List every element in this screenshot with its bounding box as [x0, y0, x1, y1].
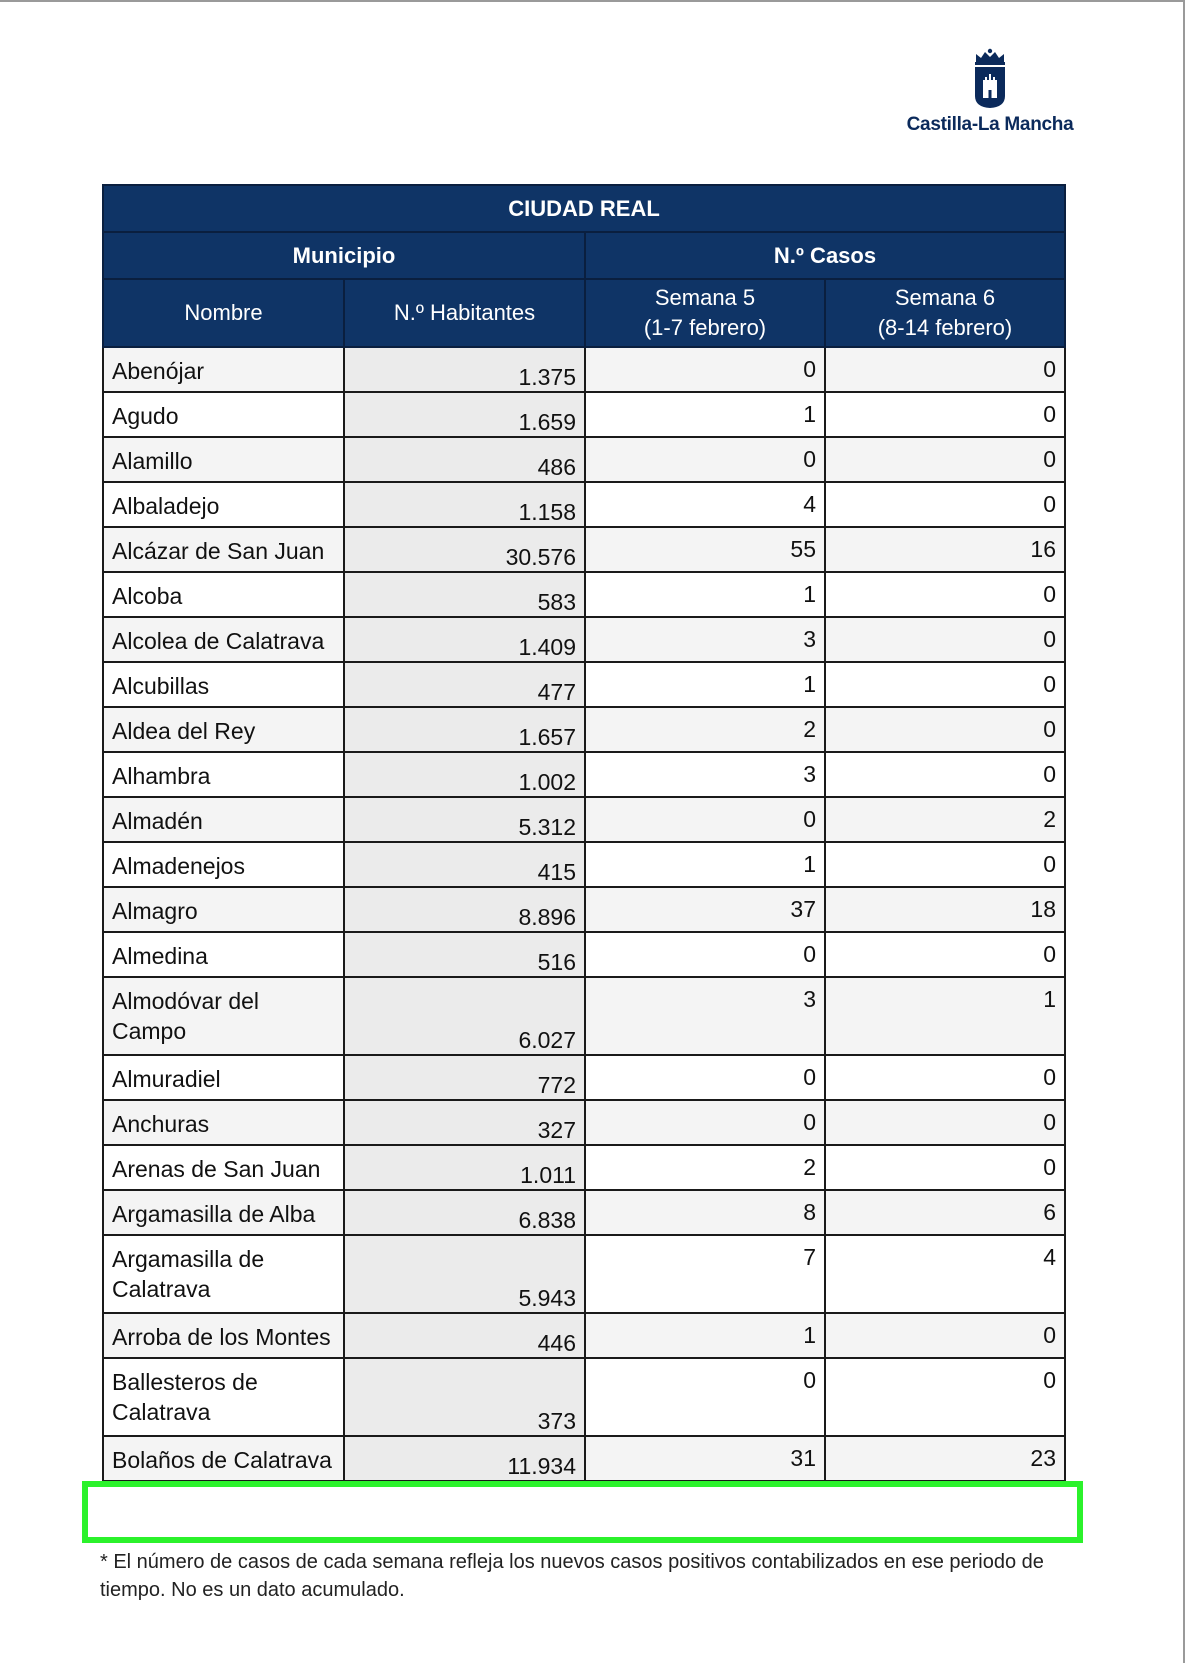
header-semana5-line2: (1-7 febrero)	[643, 315, 767, 340]
cell-semana5: 2	[585, 1145, 825, 1190]
cell-semana5: 0	[585, 1358, 825, 1436]
cell-semana5: 3	[585, 977, 825, 1055]
table-row	[103, 707, 1065, 752]
cell-habitantes: 1.002	[344, 752, 585, 797]
cell-habitantes: 486	[344, 437, 585, 482]
cell-nombre: Alcubillas	[103, 662, 344, 707]
cell-habitantes: 5.943	[344, 1235, 585, 1313]
cell-semana5: 3	[585, 752, 825, 797]
cell-habitantes: 1.011	[344, 1145, 585, 1190]
cell-semana5: 1	[585, 1313, 825, 1358]
table-row	[103, 1145, 1065, 1190]
header-casos: N.º Casos	[585, 232, 1065, 279]
table-row	[103, 797, 1065, 842]
cell-nombre: Bolaños de Calatrava	[103, 1436, 344, 1481]
table-row	[103, 1235, 1065, 1313]
cell-nombre: Almagro	[103, 887, 344, 932]
cell-semana6: 0	[825, 1055, 1065, 1100]
cell-semana6: 16	[825, 527, 1065, 572]
cell-semana5: 3	[585, 617, 825, 662]
header-nombre: Nombre	[103, 279, 344, 347]
cell-nombre: Arenas de San Juan	[103, 1145, 344, 1190]
cell-nombre: Abenójar	[103, 347, 344, 392]
cell-nombre: Almedina	[103, 932, 344, 977]
header-semana5-line1: Semana 5	[654, 285, 756, 310]
cell-semana5: 0	[585, 1055, 825, 1100]
cell-habitantes: 1.409	[344, 617, 585, 662]
cases-table	[102, 184, 1066, 1482]
header-habitantes: N.º Habitantes	[344, 279, 585, 347]
cell-nombre: Almadenejos	[103, 842, 344, 887]
header-semana5	[585, 279, 825, 347]
coat-of-arms-icon	[970, 48, 1010, 110]
cell-semana6: 0	[825, 437, 1065, 482]
cell-habitantes: 11.934	[344, 1436, 585, 1481]
cell-semana6: 0	[825, 392, 1065, 437]
cell-habitantes: 446	[344, 1313, 585, 1358]
cell-semana6: 0	[825, 617, 1065, 662]
cell-nombre: Almodóvar del Campo	[103, 977, 344, 1055]
cell-semana6: 0	[825, 572, 1065, 617]
cell-semana6: 0	[825, 662, 1065, 707]
cell-habitantes: 6.838	[344, 1190, 585, 1235]
cell-semana6: 0	[825, 347, 1065, 392]
cell-semana5: 1	[585, 392, 825, 437]
table-row	[103, 617, 1065, 662]
cell-nombre: Alcolea de Calatrava	[103, 617, 344, 662]
cell-habitantes: 772	[344, 1055, 585, 1100]
cell-habitantes: 1.657	[344, 707, 585, 752]
cell-nombre: Argamasilla de Calatrava	[103, 1235, 344, 1313]
table-row	[103, 752, 1065, 797]
cell-nombre: Almadén	[103, 797, 344, 842]
cell-nombre: Argamasilla de Alba	[103, 1190, 344, 1235]
table-row	[103, 1100, 1065, 1145]
cell-nombre: Arroba de los Montes	[103, 1313, 344, 1358]
cell-habitantes: 8.896	[344, 887, 585, 932]
table-row	[103, 887, 1065, 932]
cell-semana6: 0	[825, 1358, 1065, 1436]
cell-semana6: 0	[825, 752, 1065, 797]
cell-nombre: Alcoba	[103, 572, 344, 617]
header-semana6-line1: Semana 6	[894, 285, 996, 310]
cell-semana6: 2	[825, 797, 1065, 842]
cell-semana6: 0	[825, 482, 1065, 527]
table-row	[103, 527, 1065, 572]
cell-semana5: 31	[585, 1436, 825, 1481]
cell-semana6: 0	[825, 1313, 1065, 1358]
table-row	[103, 347, 1065, 392]
table-row	[103, 1313, 1065, 1358]
cell-habitantes: 6.027	[344, 977, 585, 1055]
table-row	[103, 437, 1065, 482]
table-row	[103, 1055, 1065, 1100]
cell-semana6: 6	[825, 1190, 1065, 1235]
cell-nombre: Agudo	[103, 392, 344, 437]
cell-semana5: 1	[585, 572, 825, 617]
table-row	[103, 932, 1065, 977]
castilla-la-mancha-logo	[900, 48, 1080, 136]
cell-habitantes: 327	[344, 1100, 585, 1145]
cell-semana5: 4	[585, 482, 825, 527]
cell-semana5: 8	[585, 1190, 825, 1235]
cell-semana5: 1	[585, 842, 825, 887]
cell-habitantes: 583	[344, 572, 585, 617]
cell-nombre: Anchuras	[103, 1100, 344, 1145]
cell-nombre: Alamillo	[103, 437, 344, 482]
table-title: CIUDAD REAL	[103, 185, 1065, 232]
highlight-box	[82, 1481, 1083, 1543]
cell-semana6: 18	[825, 887, 1065, 932]
cell-semana5: 0	[585, 347, 825, 392]
cell-habitantes: 1.158	[344, 482, 585, 527]
cell-habitantes: 373	[344, 1358, 585, 1436]
table-row	[103, 1190, 1065, 1235]
table-row	[103, 392, 1065, 437]
cell-semana5: 7	[585, 1235, 825, 1313]
cell-nombre: Albaladejo	[103, 482, 344, 527]
cell-semana6: 1	[825, 977, 1065, 1055]
table-row	[103, 572, 1065, 617]
footnote: * El número de casos de cada semana refleja los nuevos casos positivos contabilizados en ese periodo de tiempo. No es un dato acumulado.	[100, 1551, 1044, 1601]
cell-habitantes: 5.312	[344, 797, 585, 842]
table-row-highlighted	[103, 1436, 1065, 1481]
cell-habitantes: 30.576	[344, 527, 585, 572]
cell-habitantes: 1.375	[344, 347, 585, 392]
cell-nombre: Ballesteros de Calatrava	[103, 1358, 344, 1436]
header-semana6-line2: (8-14 febrero)	[877, 315, 1013, 340]
cell-habitantes: 516	[344, 932, 585, 977]
cell-semana5: 2	[585, 707, 825, 752]
header-semana6	[825, 279, 1065, 347]
cell-semana6: 23	[825, 1436, 1065, 1481]
cell-semana5: 37	[585, 887, 825, 932]
cell-habitantes: 1.659	[344, 392, 585, 437]
cell-nombre: Almuradiel	[103, 1055, 344, 1100]
table-row	[103, 662, 1065, 707]
cell-semana6: 0	[825, 932, 1065, 977]
cell-semana5: 0	[585, 437, 825, 482]
cell-semana6: 0	[825, 842, 1065, 887]
cell-semana5: 0	[585, 1100, 825, 1145]
header-municipio: Municipio	[103, 232, 585, 279]
cell-semana6: 0	[825, 707, 1065, 752]
cell-semana6: 0	[825, 1145, 1065, 1190]
cell-nombre: Alcázar de San Juan	[103, 527, 344, 572]
table-row	[103, 482, 1065, 527]
cell-habitantes: 415	[344, 842, 585, 887]
logo-text: Castilla-La Mancha	[906, 114, 1074, 135]
cell-semana5: 1	[585, 662, 825, 707]
cell-nombre: Alhambra	[103, 752, 344, 797]
table-row	[103, 977, 1065, 1055]
cell-semana5: 0	[585, 797, 825, 842]
table-row	[103, 1358, 1065, 1436]
cell-nombre: Aldea del Rey	[103, 707, 344, 752]
cell-semana6: 0	[825, 1100, 1065, 1145]
table-row	[103, 842, 1065, 887]
cell-semana6: 4	[825, 1235, 1065, 1313]
cell-habitantes: 477	[344, 662, 585, 707]
cell-semana5: 0	[585, 932, 825, 977]
cell-semana5: 55	[585, 527, 825, 572]
